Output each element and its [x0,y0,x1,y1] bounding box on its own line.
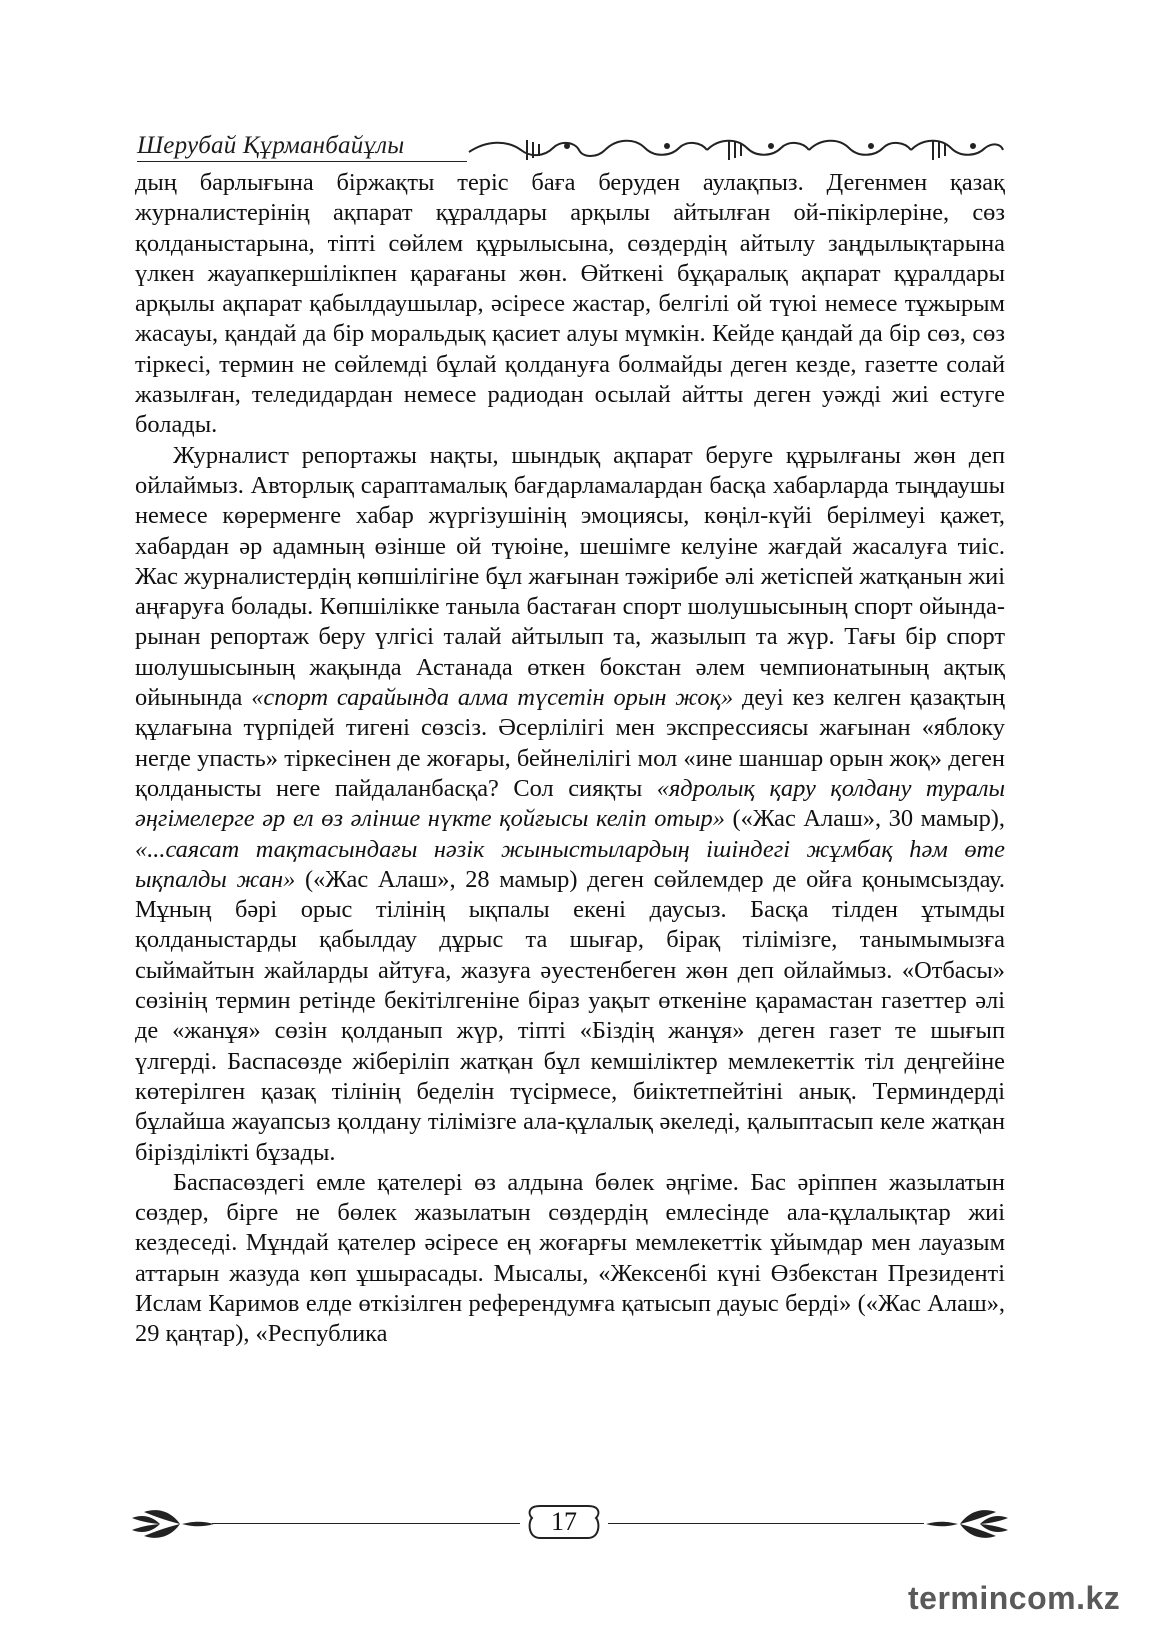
running-header [137,128,1005,168]
paragraph-text: Баспасөздегі емле қателері өз алдына бөлек әңгіме. Бас әріппен жазылатын сөздер, бірге не бөлек жазылатын сөздердің емлесінде ала-құлалықтар жиі кездеседі. Мұндай қателер әсіресе ең жоғарғы мемлекеттік ұйымдар мен лауазым аттарын жазуда көп ұшырасады. Мысалы, «Жексенбі күні Өзбекстан Президенті Ислам Каримов елде өткізілген референдумға қатысып дауыс берді» («Жас Алаш», 29 қаңтар), «Республика [135,1168,1005,1348]
paragraph-text: («Жас Алаш», 28 мамыр) деген сөйлемдер де ойға қонымсыздау. Мұның бәрі орыс тілінің ықпалы екені даусыз. Басқа тілден ұтымды қолданыстарды қабылдау дұрыс та шығар, бірақ тілімізге, танымымызға сыймайтын жайларды айтуға, жазуға әуестенбеген жөн деп ойлаймыз. «Отбасы» сөзінің термин ретінде бекітілгеніне біраз уақыт өткеніне қарамастан газеттер әлі де «жанұя» сөзін қолданып жүр, тіпті «Біздің жанұя» деген газет те шығып үлгерді. Баспасөзде жіберіліп жатқан бұл кемшіліктер мемлекеттік тіл деңгейіне көтерілген қазақ тілінің беделін түсірмесе, биіктетпейтіні анық. Терминдерді бұлайша жауапсыз қолдану тілімізге ала-құлалық әкеледі, қалыптасып келе жатқан біріздiлікті бұзады. [135,865,1005,1166]
header-author: Шерубай Құрманбайұлы [137,132,405,159]
footer-rule-left [212,1523,520,1524]
italic-quote: «спорт сарайында алма түсетін орын жоқ» [251,684,734,712]
paragraph-text: Журналист репортажы нақты, шындық ақпарат беруге құрылғаны жөн деп ойлаймыз. Авторлық сараптамалық бағдарламалардан басқа хабарларда тыңдаушы немесе көрерменге хабар жүргізушінің эмоциясы, көңіл-күйі берілмеуі қажет, хабардан әр адамның өзінше ой түюіне, шешімге келуіне жағдай жасалуға тиіс. Жас журналистердің көпшілігіне бұл жағынан тәжірибе әлі жетіспей жатқанын жиі аңғаруға болады. Көпшілікке таныла бастаған спорт шолушысының спорт ойындарынан репортаж беру үлгісі талай айтылып та, жазылып та жүр. Тағы бір спорт шолушысының жақында Астанада өткен бокстан әлем чемпионатының ақтық ойынында [135,441,1005,712]
paragraph-text: деуі кез келген қазақтың құлағына түрпідей тигені сөзсіз. Әсерлілігі мен экспрессиясы жағынан «яблоку негде упасть» тіркесінен де жоғары, бейнелілігі мол «ине шаншар орын жоқ» деген қолданысты неге пайдаланбасқа? Сол сияқты [135,684,1005,802]
body-paragraph [135,168,1005,441]
header-ornament-icon [467,134,1005,164]
paragraph-text: дың барлығына біржақты теріс баға беруден аулақпыз. Дегенмен қазақ журналистерінің ақпарат құралдары арқылы айтылған ой-пікірлеріне, сөз қолданыстарына, тіпті сөйлем құрылысына, сөздердің айтылу заңдылықтарына үлкен жауапкершілікпен қарағаны жөн. Өйткені бұқаралық ақпарат құралдары арқылы ақпарат қабылдаушылар, әсіресе жастар, белгілі ой түюі немесе тұжырым жасауы, қандай да бір моральдық қасиет алуы мүмкін. Кейде қандай да бір сөз, сөз тіркесі, термин не сөйлемді бұлай қолдануға болмайды деген кезде, газетте солай жазылған, теледидардан немесе радиодан осылай айтты деген уәжді жиі естуге болады. [135,169,1005,439]
header-rule [137,161,467,162]
paragraph-text: («Жас Алаш», 30 мамыр), [724,805,1005,833]
body-paragraph [135,1168,1005,1350]
page-footer [130,1500,1010,1550]
leaf-ornament-icon [130,1504,216,1544]
body-paragraph [135,441,1005,1168]
main-text [135,168,1005,1484]
italic-quote: «...саясат тақтасындағы нәзік жыныстылардың ішіндегі жұмбақ һәм өте ықпалды жан» [135,835,1005,893]
page-number: 17 [551,1507,577,1536]
footer-rule-right [608,1523,924,1524]
leaf-ornament-icon [924,1504,1010,1544]
watermark: termincom.kz [908,1580,1121,1616]
page-number-frame [522,1503,606,1541]
italic-quote: «ядролық қару қолдану туралы әңгімелерге әр ел өз әлінше нүкте қойғысы келіп отыр» [135,774,1005,833]
